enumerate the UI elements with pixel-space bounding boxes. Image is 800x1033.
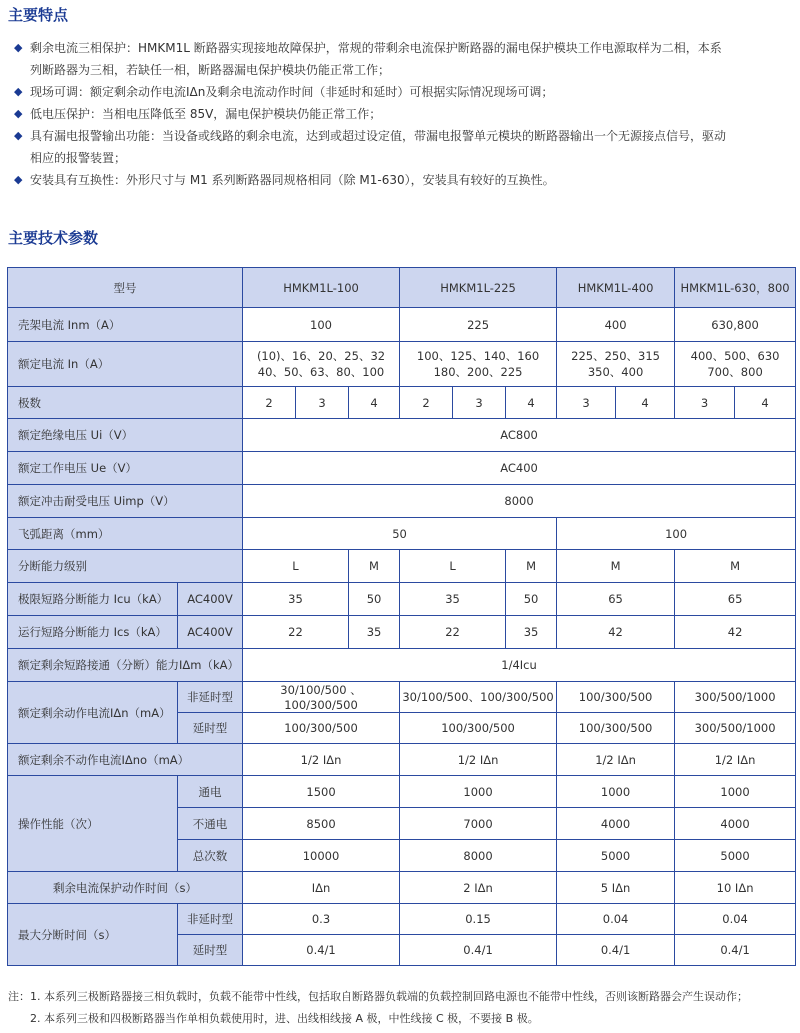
diamond-bullet-icon: ◆ [14, 41, 23, 54]
table-row: 额定剩余不动作电流ⅠΔno（mA） 1/2 ⅠΔn 1/2 ⅠΔn 1/2 ⅠΔn 1/2 ⅠΔn [8, 744, 796, 776]
feature-item: ◆ 具有漏电报警输出功能：当设备或线路的剩余电流，达到或超过设定值，带漏电报警单元模块的断路器输出一个无源接点信号，驱动 相应的报警装置； [8, 125, 798, 169]
features-list [8, 37, 798, 191]
table-row: 运行短路分断能力 Ics（kA） AC400V 22 35 22 35 42 42 [8, 616, 796, 649]
table-row: 不通电 8500 7000 4000 4000 [8, 808, 796, 840]
table-row: 分断能力级别 L M L M M M [8, 550, 796, 583]
table-row: 最大分断时间（s） 非延时型 0.3 0.15 0.04 0.04 [8, 904, 796, 935]
params-heading: 主要技术参数 [8, 229, 99, 247]
features-heading: 主要特点 [8, 6, 69, 24]
table-row: 额定冲击耐受电压 Uimp（V） 8000 [8, 485, 796, 518]
table-row: 极数 2 3 4 2 3 4 3 4 3 4 [8, 387, 796, 419]
spec-table [7, 267, 796, 966]
table-row: 额定剩余短路接通（分断）能力ⅠΔm（kA） 1/4Icu [8, 649, 796, 682]
footnotes [8, 986, 800, 1030]
table-row: 壳架电流 Inm（A） 100 225 400 630,800 [8, 308, 796, 342]
table-row: 延时型 0.4/1 0.4/1 0.4/1 0.4/1 [8, 935, 796, 966]
model-label: 型号 [8, 268, 243, 308]
feature-item: ◆ 现场可调：额定剩余动作电流ⅠΔn及剩余电流动作时间（非延时和延时）可根据实际情况现场可调； [8, 81, 798, 103]
table-row: 型号 HMKM1L-100 HMKM1L-225 HMKM1L-400 HMKM1L-630，800 [8, 268, 796, 308]
feature-item: ◆ 低电压保护：当相电压降低至 85V，漏电保护模块仍能正常工作； [8, 103, 798, 125]
diamond-bullet-icon: ◆ [14, 173, 23, 186]
note-line: 2. 本系列三极和四极断路器当作单相负载使用时，进、出线相线接 A 极，中性线接 C 极，不要接 B 极。 [8, 1012, 539, 1025]
table-row: 飞弧距离（mm） 50 100 [8, 518, 796, 550]
table-row: 总次数 10000 8000 5000 5000 [8, 840, 796, 872]
diamond-bullet-icon: ◆ [14, 107, 23, 120]
table-row: 额定工作电压 Ue（V） AC400 [8, 452, 796, 485]
table-row: 剩余电流保护动作时间（s） ⅠΔn 2 ⅠΔn 5 ⅠΔn 10 ⅠΔn [8, 872, 796, 904]
feature-item: ◆ 安装具有互换性：外形尺寸与 M1 系列断路器同规格相同（除 M1-630），安装具有较好的互换性。 [8, 169, 798, 191]
table-row: 延时型 100/300/500 100/300/500 100/300/500 300/500/1000 [8, 713, 796, 744]
table-row: 额定绝缘电压 Ui（V） AC800 [8, 419, 796, 452]
diamond-bullet-icon: ◆ [14, 129, 23, 142]
table-row: 操作性能（次） 通电 1500 1000 1000 1000 [8, 776, 796, 808]
table-row: 额定剩余动作电流ⅠΔn（mA） 非延时型 30/100/500 、100/300/500 30/100/500、100/300/500 100/300/500 300/500/1000 [8, 682, 796, 713]
table-row: 极限短路分断能力 Icu（kA） AC400V 35 50 35 50 65 65 [8, 583, 796, 616]
feature-item: ◆ 剩余电流三相保护：HMKM1L 断路器实现接地故障保护，常规的带剩余电流保护断路器的漏电保护模块工作电源取样为二相，本系 列断路器为三相，若缺任一相，断路器漏电保护模块仍能正常工作； [8, 37, 798, 81]
note-line: 注：1. 本系列三极断路器接三相负载时，负载不能带中性线，包括取自断路器负载端的负载控制回路电源也不能带中性线，否则该断路器会产生误动作； [8, 990, 748, 1003]
diamond-bullet-icon: ◆ [14, 85, 23, 98]
table-row: 额定电流 In（A） (10)、16、20、25、32 40、50、63、80、100 100、125、140、160 180、200、225 225、250、315 350、400 400、500、630 700、800 [8, 342, 796, 387]
